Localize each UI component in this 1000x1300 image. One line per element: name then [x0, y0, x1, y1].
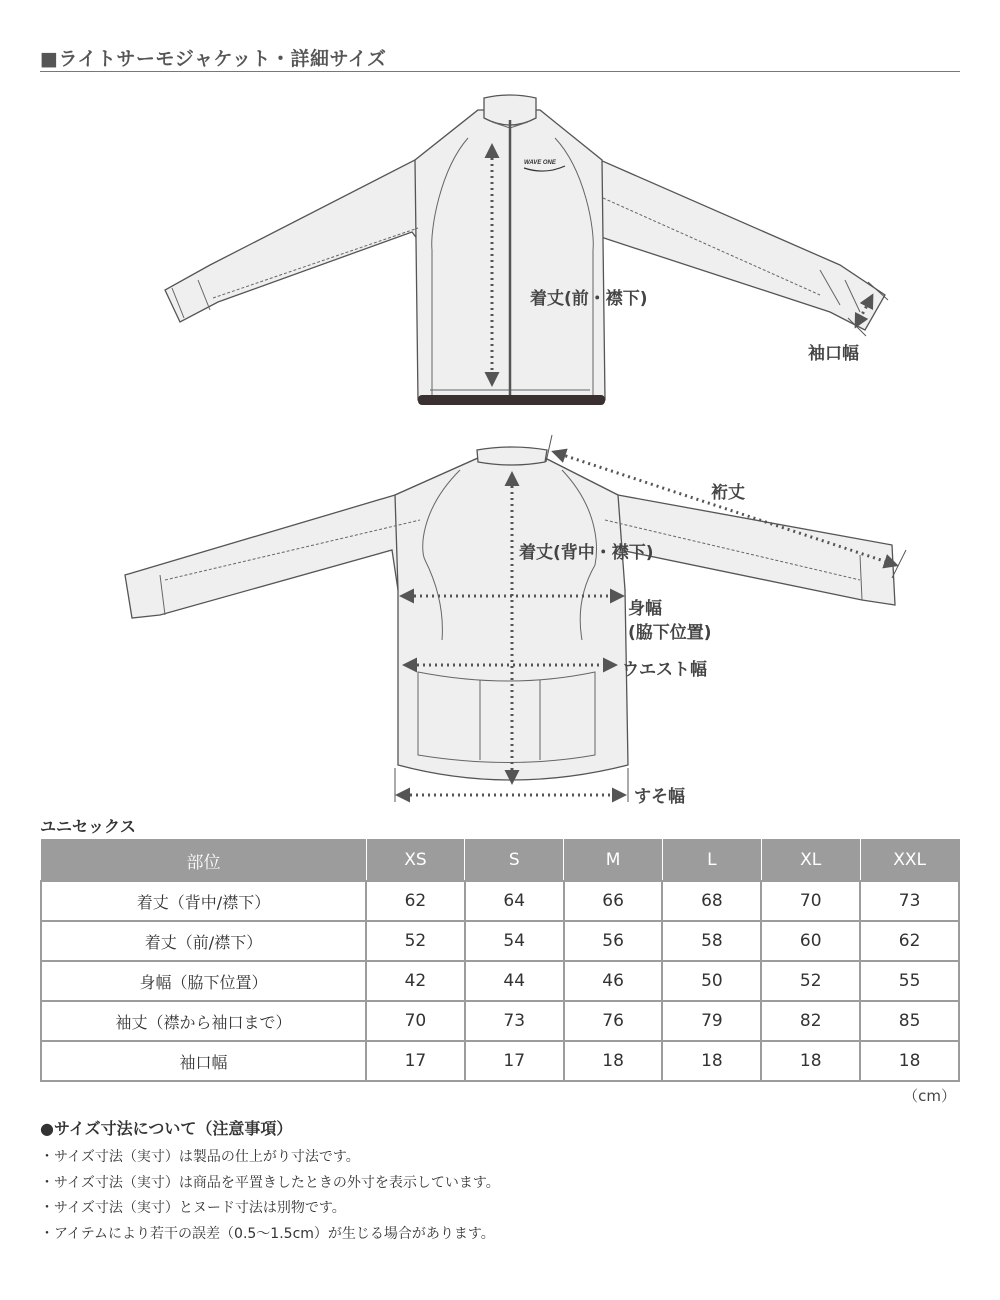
back-jacket-illustration	[125, 458, 895, 780]
cell: 70	[366, 1001, 465, 1041]
cell: 58	[662, 921, 761, 961]
cell: 18	[564, 1041, 663, 1081]
cell: 44	[465, 961, 564, 1001]
cuff-width-label: 袖口幅	[808, 344, 859, 364]
row-part: 袖口幅	[41, 1041, 366, 1081]
row-part: 着丈（背中/襟下）	[41, 881, 366, 921]
row-part: 身幅（脇下位置）	[41, 961, 366, 1001]
cell: 56	[564, 921, 663, 961]
cell: 79	[662, 1001, 761, 1041]
header-xxl: XXL	[860, 840, 959, 882]
hem-band	[418, 395, 605, 405]
unit-label: （cm）	[903, 1087, 956, 1105]
cell: 52	[761, 961, 860, 1001]
cell: 54	[465, 921, 564, 961]
row-part: 袖丈（襟から袖口まで）	[41, 1001, 366, 1041]
chest-width-sublabel: (脇下位置)	[628, 623, 712, 643]
cell: 73	[465, 1001, 564, 1041]
cell: 18	[761, 1041, 860, 1081]
cell: 64	[465, 881, 564, 921]
hem-width-label: すそ幅	[634, 787, 685, 807]
cell: 52	[366, 921, 465, 961]
cell: 18	[860, 1041, 959, 1081]
cell: 17	[465, 1041, 564, 1081]
cell: 62	[366, 881, 465, 921]
note-item: ・アイテムにより若干の誤差（0.5〜1.5cm）が生じる場合があります。	[40, 1225, 495, 1242]
chest-width-label: 身幅	[628, 599, 662, 619]
cell: 60	[761, 921, 860, 961]
note-item: ・サイズ寸法（実寸）は商品を平置きしたときの外寸を表示しています。	[40, 1174, 500, 1191]
header-part: 部位	[41, 840, 366, 882]
table-row	[41, 921, 959, 961]
table-header-row	[41, 840, 959, 882]
cell: 55	[860, 961, 959, 1001]
cell: 18	[662, 1041, 761, 1081]
table-row	[41, 1001, 959, 1041]
back-length-label: 着丈(背中・襟下)	[519, 543, 654, 563]
cell: 70	[761, 881, 860, 921]
header-s: S	[465, 840, 564, 882]
cell: 85	[860, 1001, 959, 1041]
header-m: M	[564, 840, 663, 882]
note-item: ・サイズ寸法（実寸）とヌード寸法は別物です。	[40, 1200, 346, 1216]
table-row	[41, 1041, 959, 1081]
notes-list	[40, 1145, 500, 1247]
header-xs: XS	[366, 840, 465, 882]
cell: 82	[761, 1001, 860, 1041]
table-row	[41, 961, 959, 1001]
cell: 76	[564, 1001, 663, 1041]
notes-title: ●サイズ寸法について（注意事項）	[40, 1119, 293, 1138]
section-title: ユニセックス	[40, 817, 136, 836]
header-xl: XL	[761, 840, 860, 882]
front-jacket-illustration	[165, 110, 885, 400]
cell: 50	[662, 961, 761, 1001]
table-row	[41, 881, 959, 921]
cell: 42	[366, 961, 465, 1001]
waist-width-label: ウエスト幅	[622, 660, 707, 680]
note-item: ・サイズ寸法（実寸）は製品の仕上がり寸法です。	[40, 1149, 360, 1165]
front-length-label: 着丈(前・襟下)	[530, 289, 648, 309]
header-l: L	[662, 840, 761, 882]
size-table	[40, 839, 960, 1082]
cell: 68	[662, 881, 761, 921]
back-collar	[477, 447, 547, 465]
cell: 73	[860, 881, 959, 921]
cell: 46	[564, 961, 663, 1001]
row-part: 着丈（前/襟下）	[41, 921, 366, 961]
sleeve-length-label: 裄丈	[711, 483, 745, 503]
brand-logo: WAVE ONE	[524, 160, 556, 166]
cell: 17	[366, 1041, 465, 1081]
cell: 66	[564, 881, 663, 921]
cell: 62	[860, 921, 959, 961]
page-title: ■ライトサーモジャケット・詳細サイズ	[40, 48, 387, 70]
